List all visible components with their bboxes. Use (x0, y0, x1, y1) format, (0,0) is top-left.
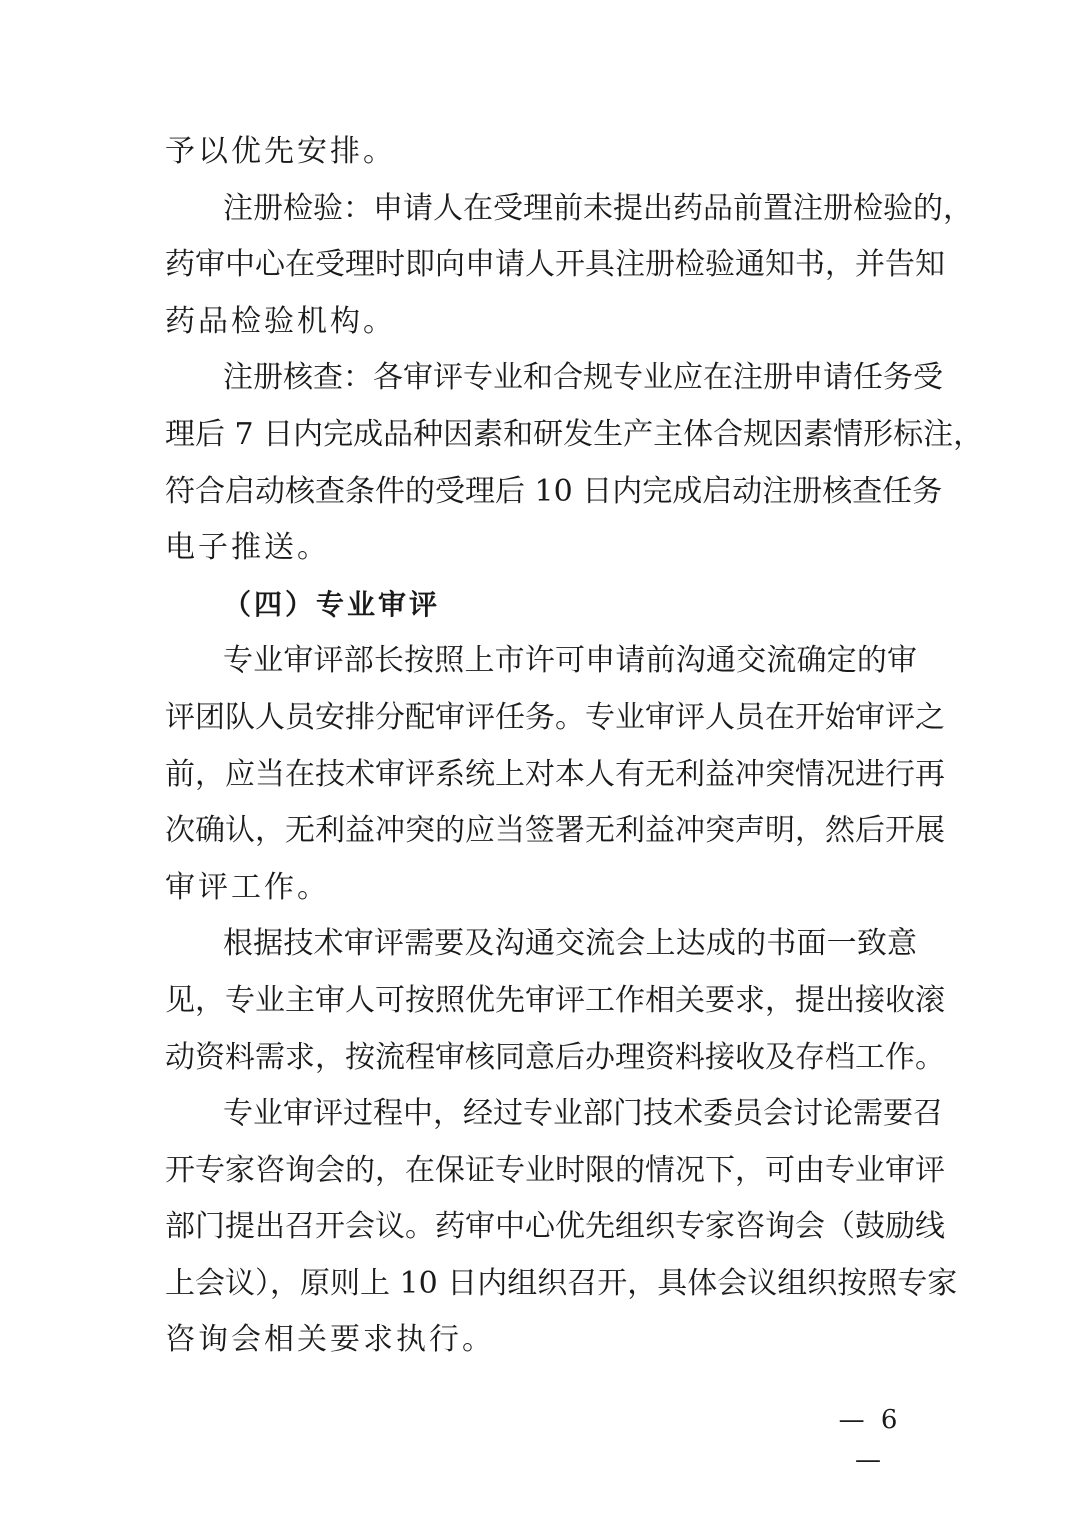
text-line: 注册检验：申请人在受理前未提出药品前置注册检验的， (223, 190, 973, 226)
text-line: 根据技术审评需要及沟通交流会上达成的书面一致意 (223, 926, 917, 962)
section-heading: （四）专业审评 (223, 587, 441, 621)
text-line: 咨询会相关要求执行。 (165, 1322, 495, 1358)
text-line: 注册核查：各审评专业和合规专业应在注册申请任务受 (223, 360, 943, 396)
text-line: 电子推送。 (165, 530, 330, 566)
text-line: 上会议），原则上 10 日内组织召开，具体会议组织按照专家 (165, 1265, 958, 1301)
text-line: 次确认，无利益冲突的应当签署无利益冲突声明，然后开展 (165, 813, 945, 849)
text-line: 符合启动核查条件的受理后 10 日内完成启动注册核查任务 (165, 473, 943, 509)
text-line: 药审中心在受理时即向申请人开具注册检验通知书，并告知 (165, 247, 945, 283)
text-line: 理后 7 日内完成品种因素和研发生产主体合规因素情形标注， (165, 416, 984, 452)
text-line: 药品检验机构。 (165, 303, 396, 339)
text-line: 见，专业主审人可按照优先审评工作相关要求，提出接收滚 (165, 982, 945, 1018)
text-line: 予以优先安排。 (165, 134, 396, 169)
text-line: 动资料需求，按流程审核同意后办理资料接收及存档工作。 (165, 1039, 945, 1075)
text-line: 开专家咨询会的，在保证专业时限的情况下，可由专业审评 (165, 1152, 945, 1188)
text-line: 评团队人员安排分配审评任务。专业审评人员在开始审评之 (165, 699, 945, 735)
text-line: 前，应当在技术审评系统上对本人有无利益冲突情况进行再 (165, 756, 945, 792)
body-text (165, 124, 984, 1369)
page-number: — 6 — (838, 1405, 902, 1475)
text-line: 专业审评过程中，经过专业部门技术委员会讨论需要召 (223, 1096, 943, 1132)
text-line: 部门提出召开会议。药审中心优先组织专家咨询会（鼓励线 (165, 1209, 945, 1245)
text-line: 审评工作。 (165, 869, 330, 905)
text-line: 专业审评部长按照上市许可申请前沟通交流确定的审 (223, 643, 917, 679)
